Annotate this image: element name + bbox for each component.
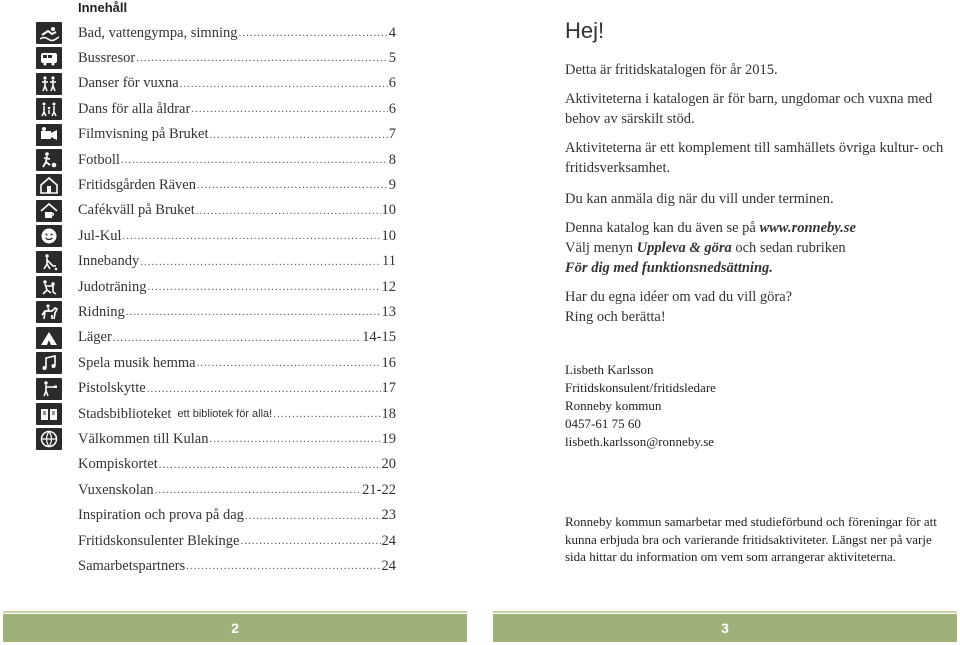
toc-entry[interactable] [78,301,396,323]
toc-entry-title: Bad, vattengympa, simning [78,24,238,41]
toc-entry[interactable] [78,149,396,171]
contact-block [565,361,716,451]
toc-entry[interactable] [78,555,396,577]
swimmer-icon [36,22,62,44]
menu-text: Välj menyn [565,240,637,256]
horse-rider-icon [36,301,62,323]
toc-entry[interactable] [78,22,396,44]
toc-entry-title: Innebandy [78,253,140,270]
toc-entry[interactable] [78,530,396,552]
rubric-name: För dig med funktionsnedsättning. [565,260,773,276]
toc-entry-title: Fotboll [78,151,120,168]
call-us-text: Ring och berätta! [565,309,666,325]
intro-paragraph: Aktiviteterna i katalogen är för barn, ungdomar och vuxna med behov av särskilt stöd. [565,91,933,127]
toc-entry-title: Vuxenskolan [78,481,154,498]
toc-entry-page: 18 [381,405,396,422]
footer-stripe-right [493,611,957,613]
contact-org: Ronneby kommun [565,398,662,413]
toc-entry[interactable] [78,428,396,450]
toc-entry-page: 20 [381,456,396,473]
coffee-cup-icon [36,200,62,222]
toc-entry[interactable] [78,327,396,349]
toc-entry-subtitle: ett bibliotek för alla! [177,408,273,420]
toc-entry-page: 9 [388,176,396,193]
toc-entry[interactable] [78,378,396,400]
footer-bar-left [3,614,467,642]
toc-entry-title: Ridning [78,303,125,320]
toc-entry-page: 19 [381,430,396,447]
toc-entry-title: Fritidsgården Räven [78,176,196,193]
toc-entry-title: Bussresor [78,49,136,66]
dot-leader [197,357,381,369]
dot-leader [210,129,388,141]
toc-entry-page: 13 [381,303,396,320]
contact-phone: 0457-61 75 60 [565,416,641,431]
ideas-question: Har du egna idéer om vad du vill göra? [565,289,793,305]
toc-entry-page: 24 [381,532,396,549]
dancers-icon [36,73,62,95]
cooperation-note: Ronneby kommun samarbetar med studieförbund och föreningar för att kunna erbjuda bra och varierande fritidsaktiviteter. Längst ner på varje sida hittar du information om vem som arrangerar aktiviteterna. [565,514,937,564]
toc-entry-title: Fritidskonsulenter Blekinge [78,532,240,549]
dot-leader [126,306,381,318]
intro-paragraph: Aktiviteterna är ett komplement till samhällets övriga kultur- och fritidsverksamhet. [565,140,944,176]
toc-entry-page: 17 [381,380,396,397]
toc-entry[interactable] [78,276,396,298]
toc-entry-title: Jul-Kul [78,227,122,244]
dot-leader [209,433,380,445]
toc-entry-page: 10 [381,202,396,219]
dot-leader [147,281,380,293]
toc-entry-page: 5 [388,49,396,66]
rubric-text: och sedan rubriken [731,240,846,256]
toc-entry[interactable] [78,98,396,120]
judo-icon [36,276,62,298]
floorball-icon [36,251,62,273]
toc-entry-page: 4 [388,24,396,41]
globe-icon [36,428,62,450]
dot-leader [238,27,387,39]
toc-entry-title: Inspiration och prova på dag [78,507,244,524]
dot-leader [245,510,381,522]
toc-entry[interactable] [78,454,396,476]
pistol-shooting-icon [36,378,62,400]
toc-entry-title: Spela musik hemma [78,354,196,371]
toc-entry-title: Kompiskortet [78,456,158,473]
dot-leader [155,484,362,496]
toc-entry[interactable] [78,47,396,69]
dot-leader [159,459,381,471]
cinema-icon [36,124,62,146]
toc-entry-title: Danser för vuxna [78,75,179,92]
youth-house-icon [36,174,62,196]
contact-role: Fritidskonsulent/fritidsledare [565,380,716,395]
dot-leader [180,78,388,90]
toc-entry-title: Stadsbiblioteket [78,405,172,422]
footer-stripe-left [3,611,467,613]
dot-leader [147,383,381,395]
dot-leader [113,332,361,344]
toc-entry-page: 8 [388,151,396,168]
bus-icon [36,47,62,69]
footer-bar-right [493,614,957,642]
ideas-paragraph [565,287,945,327]
toc-entry-title: Samarbetspartners [78,557,186,574]
toc-entry-page: 6 [388,100,396,117]
smiley-icon [36,225,62,247]
toc-entry[interactable] [78,225,396,247]
dot-leader [191,103,387,115]
greeting-heading: Hej! [565,18,605,43]
dancing-family-icon [36,98,62,120]
toc-entry-page: 11 [382,253,396,270]
dot-leader [140,256,381,268]
camp-icon [36,327,62,349]
page-number-left: 2 [231,620,239,636]
library-icon [36,403,62,425]
music-icon [36,352,62,374]
toc-entry-title: Judoträning [78,278,147,295]
website-text: Denna katalog kan du även se på [565,220,760,236]
dot-leader [273,408,380,420]
toc-entry[interactable] [78,200,396,222]
dot-leader [241,535,381,547]
toc-entry[interactable] [78,251,396,273]
toc-entry-page: 16 [381,354,396,371]
toc-entry[interactable] [78,73,396,95]
football-player-icon [36,149,62,171]
toc-entry-page: 7 [388,126,396,143]
dot-leader [123,230,381,242]
toc-entry-title: Pistolskytte [78,380,146,397]
toc-entry-page: 24 [381,557,396,574]
toc-entry[interactable] [78,479,396,501]
intro-paragraph: Detta är fritidskatalogen för år 2015. [565,62,778,78]
dot-leader [186,560,380,572]
toc-entry-title: Cafékväll på Bruket [78,202,195,219]
toc-entry[interactable] [78,505,396,527]
page-number-right: 3 [721,620,729,636]
toc-entry-page: 21-22 [362,481,396,498]
toc-entry-title: Dans för alla åldrar [78,100,191,117]
toc-entry[interactable] [78,352,396,374]
website-link[interactable]: www.ronneby.se [759,220,856,236]
toc-entry-page: 12 [381,278,396,295]
toc-entry[interactable] [78,174,396,196]
toc-entry[interactable] [78,403,396,425]
toc-entry[interactable] [78,124,396,146]
contact-email[interactable]: lisbeth.karlsson@ronneby.se [565,434,715,449]
website-paragraph [565,218,945,278]
contact-name: Lisbeth Karlsson [565,362,654,377]
toc-entry-title: Läger [78,329,112,346]
dot-leader [196,205,381,217]
toc-entry-page: 6 [388,75,396,92]
dot-leader [121,154,388,166]
toc-heading: Innehåll [78,0,128,15]
toc-entry-title: Filmvisning på Bruket [78,126,209,143]
toc-entry-page: 10 [381,227,396,244]
toc-entry-title: Välkommen till Kulan [78,430,209,447]
dot-leader [197,179,388,191]
dot-leader [136,52,388,64]
toc-entry-page: 14-15 [362,329,396,346]
menu-name: Uppleva & göra [636,240,732,256]
intro-paragraph: Du kan anmäla dig när du vill under terminen. [565,191,834,207]
toc-entry-page: 23 [381,507,396,524]
